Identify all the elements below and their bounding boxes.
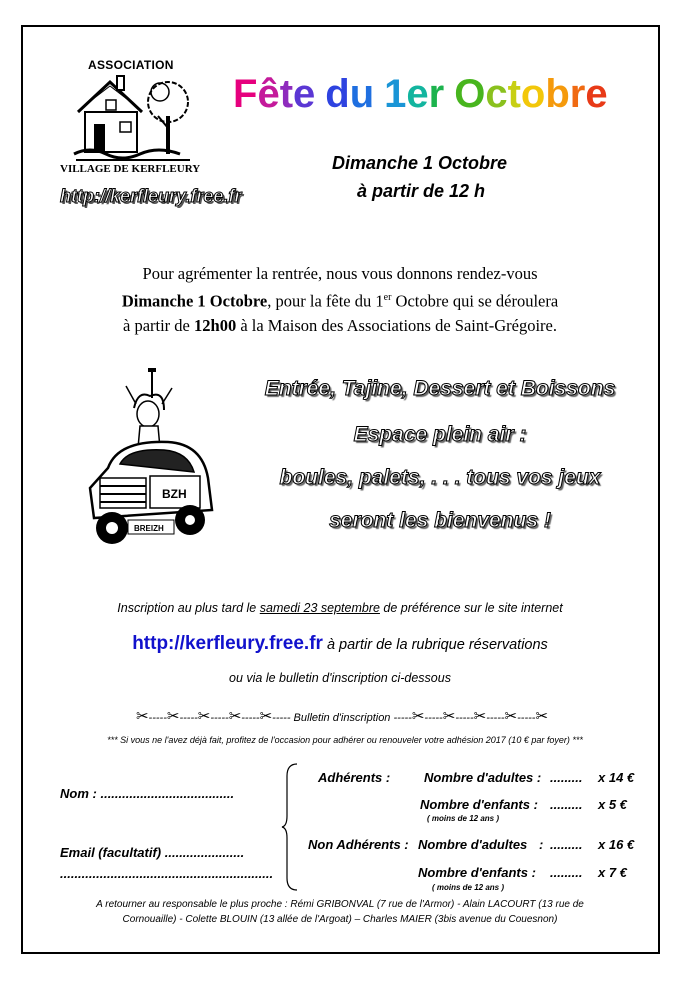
non-adherents-children-field[interactable]: ......... <box>550 865 583 880</box>
scissors-icon: ✂ <box>259 708 273 725</box>
title-letter: o <box>520 72 546 116</box>
non-adherents-children-label: Nombre d'enfants : <box>418 865 536 880</box>
title-letter: ê <box>257 72 280 116</box>
inscription-bulletin-note: ou via le bulletin d'inscription ci-dessous <box>229 671 451 685</box>
return-instructions <box>50 897 630 927</box>
colon: : <box>539 837 544 852</box>
cut-dashes: ----- <box>486 712 505 724</box>
title-letter: c <box>485 72 508 116</box>
non-adherents-adults-label: Nombre d'adultes <box>418 837 528 852</box>
intro-date-bold: Dimanche 1 Octobre <box>121 291 268 311</box>
scissors-icon: ✂ <box>135 708 149 725</box>
footer-line-2: Cornouaille) - Colette BLOUIN (13 allée de l'Argoat) – Charles MAIER (3bis avenue du Couesnon) <box>122 914 558 925</box>
page-title <box>233 72 608 117</box>
car-banner: BREIZH <box>134 524 164 533</box>
cut-dashes: ----- <box>517 712 536 724</box>
logo-association-text: ASSOCIATION <box>88 58 174 72</box>
house-logo-icon <box>70 72 195 164</box>
title-letter: e <box>585 72 608 116</box>
brace-icon <box>281 762 299 892</box>
website-link[interactable]: http://kerfleury.free.fr <box>132 633 323 654</box>
cut-dashes: ----- <box>393 712 412 724</box>
inscription-text: de préférence sur le site internet <box>379 601 563 615</box>
intro-superscript: er <box>383 292 392 303</box>
cut-dashes: ----- <box>179 712 198 724</box>
name-dots: ..................................... <box>100 786 235 801</box>
non-adherents-adults-price: x 16 € <box>598 837 635 852</box>
title-letter: u <box>349 72 375 116</box>
footer-line-1: A retourner au responsable le plus proche : Rémi GRIBONVAL (7 rue de l'Armor) - Alain LACOURT (13 rue de <box>96 899 584 910</box>
title-letter: e <box>406 72 429 116</box>
scissors-icon: ✂ <box>473 708 487 725</box>
intro-text: Octobre qui se déroulera <box>391 291 559 311</box>
name-field[interactable] <box>60 786 234 801</box>
title-letter: r <box>569 72 586 116</box>
scissors-icon: ✂ <box>535 708 549 725</box>
scissors-icon: ✂ <box>442 708 456 725</box>
title-letter: t <box>279 72 294 116</box>
adherents-adults-price: x 14 € <box>598 770 635 785</box>
scissors-icon: ✂ <box>411 708 425 725</box>
title-letter: O <box>454 72 486 116</box>
intro-paragraph <box>40 262 640 338</box>
scissors-icon: ✂ <box>504 708 518 725</box>
title-letter: t <box>507 72 521 116</box>
email-dots: ...................... <box>164 845 245 860</box>
title-letter: r <box>428 72 445 116</box>
cut-dashes: ----- <box>210 712 229 724</box>
adherents-children-age-note: ( moins de 12 ans ) <box>427 814 500 823</box>
program-line-2: Espace plein air : <box>353 423 527 446</box>
title-letter: b <box>545 72 570 116</box>
inscription-deadline-date: samedi 23 septembre <box>259 601 380 615</box>
non-adherents-children-price: x 7 € <box>598 865 627 880</box>
intro-time-bold: 12h00 <box>194 315 237 335</box>
inscription-text: à partir de la rubrique réservations <box>322 637 548 653</box>
cut-dashes: ----- <box>272 712 291 724</box>
cut-dashes: ----- <box>148 712 167 724</box>
intro-text: à partir de <box>123 315 195 335</box>
adherents-adults-label: Nombre d'adultes : <box>424 770 542 785</box>
intro-line-3 <box>40 314 640 338</box>
bulletin-label: Bulletin d'inscription <box>290 712 394 724</box>
email-field[interactable] <box>60 845 244 860</box>
intro-line-1: Pour agrémenter la rentrée, nous vous donnons rendez-vous <box>142 264 538 283</box>
non-adherents-adults-field[interactable]: ......... <box>550 837 583 852</box>
membership-notice: *** Si vous ne l'avez déjà fait, profitez de l'occasion pour adhérer ou renouveler votre adhésion 2017 (10 € par foyer) *** <box>107 735 583 745</box>
event-date: Dimanche 1 Octobre <box>332 153 508 173</box>
email-label: Email (facultatif) <box>60 845 162 860</box>
car-illustration-icon <box>78 368 218 550</box>
intro-line-2 <box>40 286 640 314</box>
adherents-children-label: Nombre d'enfants : <box>420 797 538 812</box>
cut-line <box>36 707 648 725</box>
cut-dashes: ----- <box>455 712 474 724</box>
title-letter: F <box>233 72 258 116</box>
inscription-text: Inscription au plus tard le <box>117 601 260 615</box>
inscription-website <box>40 633 640 655</box>
program-line-1: Entrée, Tajine, Dessert et Boissons <box>264 377 616 400</box>
adherents-adults-field[interactable]: ......... <box>550 770 583 785</box>
non-adherents-children-age-note: ( moins de 12 ans ) <box>432 883 505 892</box>
adherents-label: Adhérents : <box>318 770 391 785</box>
title-letter: e <box>293 72 316 116</box>
scissors-icon: ✂ <box>166 708 180 725</box>
adherents-children-field[interactable]: ......... <box>550 797 583 812</box>
cut-dashes: ----- <box>241 712 260 724</box>
intro-text: , pour la fête du 1 <box>267 291 384 311</box>
adherents-children-price: x 5 € <box>598 797 627 812</box>
name-label: Nom : <box>60 786 97 801</box>
scissors-icon: ✂ <box>197 708 211 725</box>
car-plate: BZH <box>162 487 187 501</box>
email-dots-line: ........................................................... <box>60 866 274 881</box>
inscription-deadline <box>40 601 640 615</box>
title-letter: 1 <box>384 72 407 116</box>
program-line-4: seront les bienvenus ! <box>329 509 551 532</box>
logo-village-text: VILLAGE DE KERFLEURY <box>60 163 201 175</box>
scissors-icon: ✂ <box>228 708 242 725</box>
intro-text: à la Maison des Associations de Saint-Grégoire. <box>236 315 557 335</box>
non-adherents-label: Non Adhérents : <box>308 837 409 852</box>
title-letter: d <box>325 72 350 116</box>
program-line-3: boules, palets, . . . tous vos jeux <box>279 466 601 489</box>
cut-dashes: ----- <box>424 712 443 724</box>
event-time: à partir de 12 h <box>357 181 486 201</box>
logo-url: http://kerfleury.free.fr <box>60 186 242 206</box>
